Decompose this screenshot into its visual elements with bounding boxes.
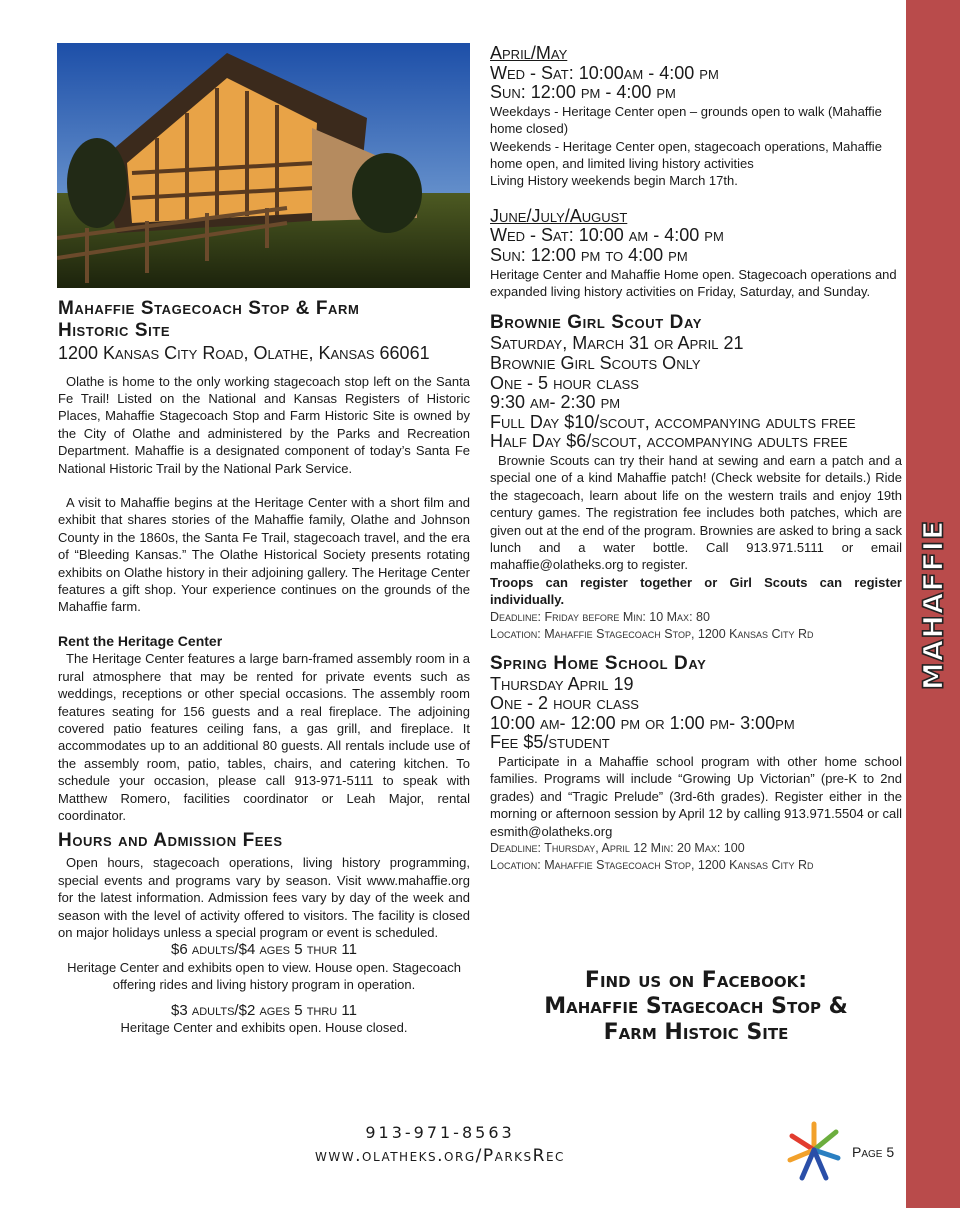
hours-paragraph: Open hours, stagecoach operations, living history programming, special events and programs vary by season. Visit www.mahaffie.org for the latest information. Admission fees vary by day of the week and season with the level of activity offered to visitors. The facility is closed on major holidays unless a special program or event is scheduled. [58, 855, 470, 940]
spring-fee: Fee $5/student [490, 732, 610, 753]
brownie-deadline: Deadline: Friday before Min: 10 Max: 80 [490, 609, 710, 624]
site-title: Mahaffie Stagecoach Stop & Farm Historic Site [58, 298, 360, 341]
rent-paragraph: The Heritage Center features a large barn-framed assembly room in a rural atmosphere that may be rented for private events such as weddings, receptions or other special occasions. The assembly room features seating for 156 guests and a real fireplace. The adjoining covered patio features ceiling fans, a gas grill, and fireplace. It accommodates up to an additional 80 guests. All rentals include use of the assembly room, patio, tables, chairs, and catering kitchen. To schedule your occasion, please call 913-971-5111 to speak with Matthew Romero, facilities coordinator or Leah Major, rental coordinator. [58, 651, 470, 823]
brownie-location: Location: Mahaffie Stagecoach Stop, 1200 Kansas City Rd [490, 626, 814, 641]
fee-line-2: $3 adults/$2 ages 5 thru 11 [171, 1001, 357, 1019]
right-column [490, 44, 902, 874]
summer-hours-2: Sun: 12:00 pm to 4:00 pm [490, 245, 688, 265]
facebook-callout: Find us on Facebook: Mahaffie Stagecoach Stop & Farm Histoic Site [544, 968, 848, 1045]
brownie-register-note: Troops can register together or Girl Scouts can register individually. [490, 574, 902, 608]
summer-desc: Heritage Center and Mahaffie Home open. Stagecoach operations and expanded living history activities on Friday, Saturday, and Sunday. [490, 266, 897, 299]
footer-website[interactable]: www.olatheks.org/ParksRec [315, 1146, 565, 1166]
april-desc-living-history: Living History weekends begin March 17th. [490, 173, 738, 189]
parks-logo-icon [786, 1120, 842, 1182]
fee-desc-1: Heritage Center and exhibits open to view. House open. Stagecoach offering rides and living history program in operation. [67, 959, 461, 993]
heritage-center-photo [57, 43, 470, 288]
april-desc-weekends: Weekends - Heritage Center open, stagecoach operations, Mahaffie home open, and limited living history activities [490, 138, 882, 171]
brownie-half-day: Half Day $6/scout, accompanying adults free [490, 431, 848, 452]
footer-phone: 913-971-8563 [365, 1123, 515, 1142]
fee-desc-2: Heritage Center and exhibits open. House closed. [120, 1020, 408, 1035]
visit-paragraph: A visit to Mahaffie begins at the Heritage Center with a short film and exhibit that shares stories of the Mahaffie family, Olathe and Johnson County in the 1860s, the Santa Fe Trail, stagecoach travel, and the era of “Bleeding Kansas.” The Olathe Historical Society presents rotating exhibits on Olathe history in their adjoining gallery. The Heritage Center features a gift shop. Your experience continues on the grounds of the Mahaffie farm. [58, 495, 470, 615]
left-column [58, 298, 470, 1036]
rent-heading: Rent the Heritage Center [58, 632, 223, 649]
brownie-class: One - 5 hour class [490, 372, 639, 393]
brownie-time: 9:30 am- 2:30 pm [490, 392, 621, 413]
spring-paragraph: Participate in a Mahaffie school program with other home school families. Programs will include “Growing Up Victorian” (pre-K to 2nd grades) and “Tragic Prelude” (3rd-6th grades). Register either in the morning or afternoon session by April 12 by calling 913.971.5504 or call esmith@olatheks.org [490, 754, 902, 839]
brownie-full-day: Full Day $10/scout, accompanying adults free [490, 411, 856, 432]
summer-hours-1: Wed - Sat: 10:00 am - 4:00 pm [490, 225, 724, 246]
brownie-date: Saturday, March 31 or April 21 [490, 333, 744, 354]
spring-title: Spring Home School Day [490, 652, 707, 674]
spring-location: Location: Mahaffie Stagecoach Stop, 1200 Kansas City Rd [490, 858, 814, 873]
april-hours-2: Sun: 12:00 pm - 4:00 pm [490, 82, 676, 103]
intro-paragraph: Olathe is home to the only working stagecoach stop left on the Santa Fe Trail! Listed on the National and Kansas Registers of Historic Places, Mahaffie Stagecoach Stop and Farm Historic Site is owned by the City of Olathe and administered by the Parks and Recreation Department. Mahaffie is a designated component of today’s Santa Fe National Historic Trail by the National Park Service. [58, 373, 470, 476]
brownie-paragraph: Brownie Scouts can try their hand at sewing and earn a patch and a special one of a kind Mahaffie patch! (Check website for details.) Ride the stagecoach, learn about life on the western trails and enjoy 19th century games. The registration fee includes both patches, which are given out at the end of the program. Brownies are asked to bring a sack lunch and a water bottle. Call 913.971.5111 or email mahaffie@olatheks.org to register. [490, 452, 902, 573]
sidebar-label: MAHAFFIE [916, 519, 950, 690]
brownie-title: Brownie Girl Scout Day [490, 312, 703, 334]
spring-date: Thursday April 19 [490, 673, 634, 694]
site-address: 1200 Kansas City Road, Olathe, Kansas 66061 [58, 343, 430, 363]
spring-time: 10:00 am- 12:00 pm or 1:00 pm- 3:00pm [490, 712, 795, 733]
spring-class: One - 2 hour class [490, 693, 639, 714]
april-hours-1: Wed - Sat: 10:00am - 4:00 pm [490, 62, 719, 83]
april-desc-weekdays: Weekdays - Heritage Center open – grounds open to walk (Mahaffie home closed) [490, 103, 882, 137]
hours-heading: Hours and Admission Fees [58, 830, 283, 852]
page-number: Page 5 [852, 1144, 895, 1160]
spring-deadline: Deadline: Thursday, April 12 Min: 20 Max: 100 [490, 841, 745, 856]
summer-heading: June/July/August [490, 205, 628, 226]
fee-line-1: $6 adults/$4 ages 5 thur 11 [171, 941, 357, 959]
brownie-audience: Brownie Girl Scouts Only [490, 353, 701, 373]
april-may-heading: April/May [490, 43, 568, 63]
